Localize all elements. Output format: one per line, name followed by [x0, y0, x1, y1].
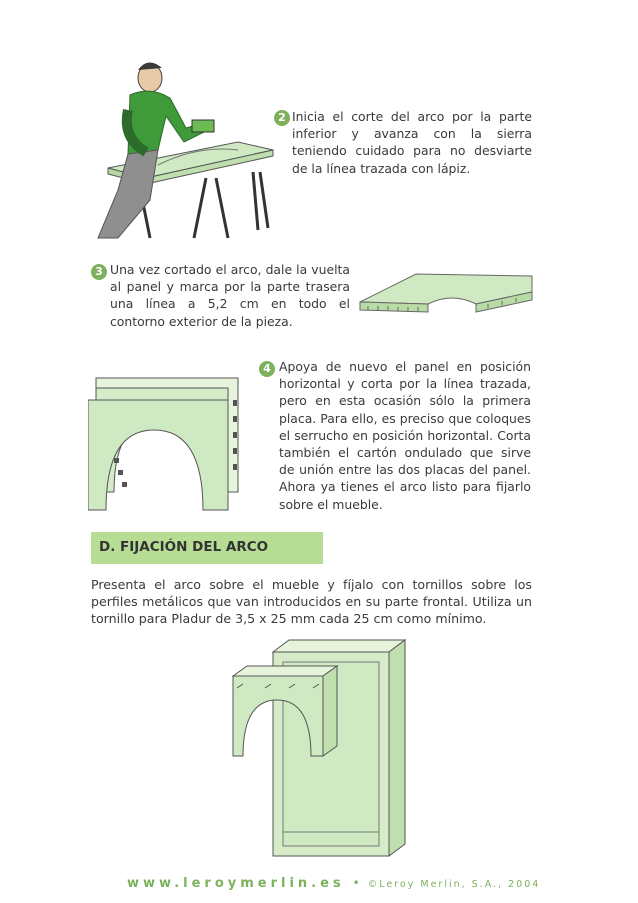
step-4-text: Apoya de nuevo el panel en posición horizontal y corta por la línea trazada, pero en esta ocasión sólo la primera placa. Para ello, es preciso que coloques el serrucho en posición horizontal. Corta también el cartón ondulado que sirve de unión entre las dos placas del panel. Ahora ya tienes el arco listo para fijarlo sobre el mueble.: [279, 359, 531, 512]
step-3-number: 3: [91, 264, 107, 280]
illustration-arch-panel: [88, 370, 253, 515]
body-paragraph: Presenta el arco sobre el mueble y fíjalo con tornillos sobre los perfiles metálicos que van introducidos en su parte frontal. Utiliza un tornillo para Pladur de 3,5 x 25 mm cada 25 cm como mínimo.: [91, 577, 532, 627]
footer-separator: •: [352, 876, 360, 890]
illustration-panel-arc: [356, 264, 536, 320]
illustration-man-cutting: [88, 50, 278, 240]
footer: [127, 876, 540, 891]
step-2-text: Inicia el corte del arco por la parte inferior y avanza con la sierra teniendo cuidado para no desviarte de la línea trazada con lápiz.: [292, 109, 532, 176]
section-title: D. FIJACIÓN DEL ARCO: [99, 539, 269, 555]
step-2-number: 2: [274, 110, 290, 126]
illustration-arch-on-furniture: [225, 636, 415, 860]
footer-site-link[interactable]: www.leroymerlin.es: [127, 876, 345, 891]
step-4-number: 4: [259, 361, 275, 377]
footer-copyright: ©Leroy Merlin, S.A., 2004: [367, 879, 541, 890]
step-3-text: Una vez cortado el arco, dale la vuelta al panel y marca por la parte trasera una línea a 5,2 cm en todo el contorno exterior de la pieza.: [110, 262, 350, 329]
section-header: [91, 532, 323, 564]
